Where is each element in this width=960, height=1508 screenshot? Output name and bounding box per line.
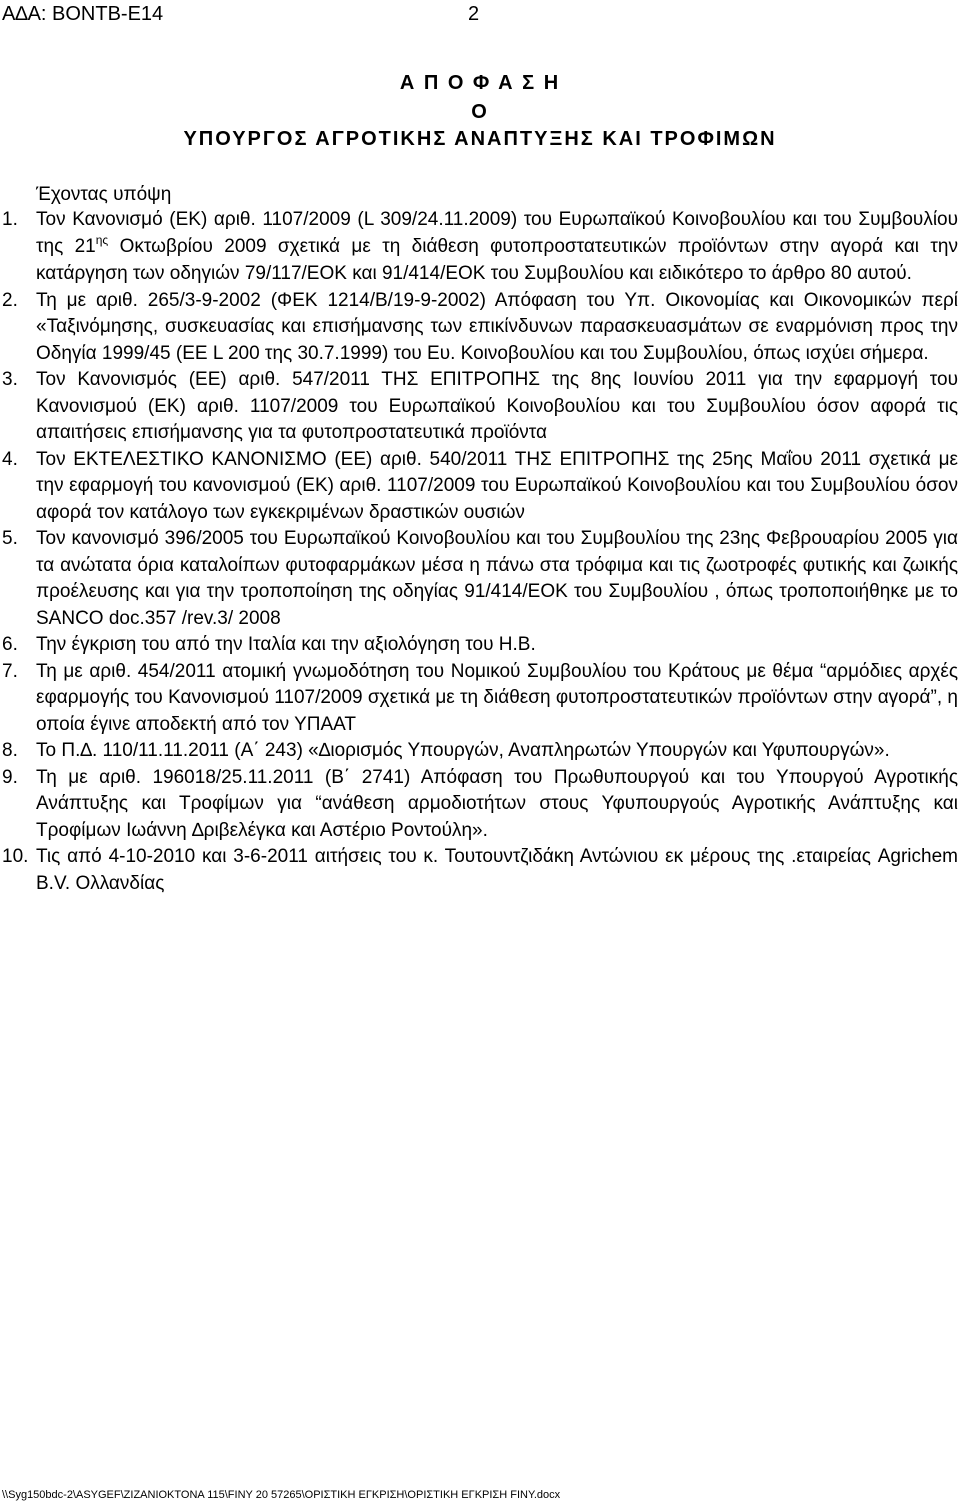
list-item: [0, 844, 960, 897]
list-item: [0, 367, 960, 447]
item-number: 1.: [2, 209, 18, 230]
list-item: [0, 207, 960, 288]
list-item: [0, 632, 960, 659]
intro-text: Έχοντας υπόψη: [36, 184, 172, 205]
list-item: [0, 288, 960, 368]
list-item: [0, 738, 960, 765]
item-number: 8.: [2, 740, 18, 761]
item-text: Τον Κανονισμό (ΕΚ) αριθ. 1107/2009 (L 309/24.11.2009) του Ευρωπαϊκού Κοινοβουλίου και του Συμβουλίου της $21^{\eta\varsigma}$ Οκτωβρίου 2009 σχετικά με τη διάθεση φυτοπροστατευτικών προϊόντων στην αγορά και την κατάργηση των οδηγιών 79/117/ΕΟΚ και 91/414/ΕΟΚ του Συμβουλίου και ειδικότερο το άρθρο 80 αυτού.: [36, 209, 958, 284]
title-article: Ο: [471, 101, 489, 123]
item-text: Τη με αριθ. 265/3-9-2002 (ΦΕΚ 1214/Β/19-9-2002) Απόφαση του Υπ. Οικονομίας και Οικονομικών περί «Ταξινόμησης, συσκευασίας και επισήμανσης των επικίνδυνων παρασκευασμάτων σε εναρμόνιση προς την Οδηγία 1999/45 (ΕΕ L 200 της 30.7.1999) του Ευ. Κοινοβουλίου και του Συμβουλίου, όπως ισχύει σήμερα.: [36, 289, 958, 364]
file-path-footer: \\Syg150bdc-2\ASYGEF\ZIZANIOKTONA 115\FINY 20 57265\ΟΡΙΣΤΙΚΗ ΕΓΚΡΙΣΗ\ΟΡΙΣΤΙΚΗ ΕΓΚΡΙΣΗ FINY.docx: [2, 1489, 561, 1501]
title-ministry: ΥΠΟΥΡΓΟΣ ΑΓΡΟΤΙΚΗΣ ΑΝΑΠΤΥΞΗΣ ΚΑΙ ΤΡΟΦΙΜΩΝ: [183, 128, 777, 150]
header-reference: Α∆Α: ΒΟΝΤΒ-Ε14: [2, 3, 164, 25]
superscript: ης: [95, 232, 109, 247]
title-decision: Α Π Ο Φ Α Σ Η: [399, 72, 561, 94]
item-text: Τον ΕΚΤΕΛΕΣΤΙΚΟ ΚΑΝΟΝΙΣΜΟ (ΕΕ) αριθ. 540/2011 ΤΗΣ ΕΠΙΤΡΟΠΗΣ της 25ης Μαΐου 2011 σχετικά με την εφαρμογή του κανονισμού (ΕΚ) αριθ. 1107/2009 του Ευρωπαϊκού Κοινοβουλίου και του Συμβουλίου όσον αφορά τον κατάλογο των εγκεκριμένων δραστικών ουσιών: [36, 448, 958, 523]
item-number: 6.: [2, 634, 18, 655]
page-number: 2: [468, 3, 480, 25]
item-text: Τη με αριθ. 454/2011 ατομική γνωμοδότηση του Νομικού Συμβουλίου του Κράτους με θέμα “αρμόδιες αρχές εφαρμογής του Κανονισμού 1107/2009 σχετικά με τη διάθεση φυτοπροστατευτικών προϊόντων στην αγορά”, η οποία έγινε αποδεκτή από τον ΥΠΑΑΤ: [36, 660, 958, 735]
considerations-list: [0, 207, 960, 897]
item-number: 9.: [2, 766, 18, 788]
list-item: [0, 659, 960, 739]
item-text: Τον Κανονισμός (ΕΕ) αριθ. 547/2011 ΤΗΣ ΕΠΙΤΡΟΠΗΣ της 8ης Ιουνίου 2011 για την εφαρμογή του Κανονισμού (ΕΚ) αριθ. 1107/2009 του Ευρωπαϊκού Κοινοβουλίου και του Συμβουλίου όσον αφορά τις απαιτήσεις επισήμανσης για τα φυτοπροστατευτικά προϊόντα: [36, 369, 958, 443]
item-number: 10.: [2, 846, 29, 867]
item-text: Τη με αριθ. 196018/25.11.2011 (Β΄ 2741) Απόφαση του Πρωθυπουργού και του Υπουργού Αγροτικής Ανάπτυξης και Τροφίμων για “ανάθεση αρμοδιοτήτων στους Υφυπουργούς Αγροτικής Ανάπτυξης και Τροφίμων Ιωάννη ∆ριβελέγκα και Αστέριο Ροντούλη».: [36, 766, 958, 841]
item-text: Τον κανονισμό 396/2005 του Ευρωπαϊκού Κοινοβουλίου και του Συμβουλίου της 23ης Φεβρουαρίου 2005 για τα ανώτατα όρια καταλοίπων φυτοφαρμάκων μέσα η πάνω στα τρόφιμα και τις ζωοτροφές φυτικής και ζωικής προέλευσης και για την τροποποίηση της οδηγίας 91/414/ΕΟΚ του Συμβουλίου , όπως τροποποιήθηκε με το SANCO doc.357 /rev.3/ 2008: [36, 528, 958, 629]
item-number: 7.: [2, 660, 18, 682]
list-item: [0, 765, 960, 845]
item-text: Την έγκριση του από την Ιταλία και την αξιολόγηση του Η.Β.: [36, 634, 536, 655]
item-text: Τις από 4-10-2010 και 3-6-2011 αιτήσεις του κ. Τουτουντζιδάκη Αντώνιου εκ μέρους της .εταιρείας Agrichem B.V. Ολλανδίας: [36, 846, 958, 894]
item-number: 4.: [2, 448, 18, 470]
list-item: [0, 447, 960, 527]
item-number: 5.: [2, 528, 18, 549]
list-item: [0, 526, 960, 632]
item-number: 3.: [2, 369, 18, 390]
item-number: 2.: [2, 289, 18, 311]
item-text: Το Π.∆. 110/11.11.2011 (Α΄ 243) «∆ιορισμός Υπουργών, Αναπληρωτών Υπουργών και Υφυπουργών».: [36, 740, 890, 761]
